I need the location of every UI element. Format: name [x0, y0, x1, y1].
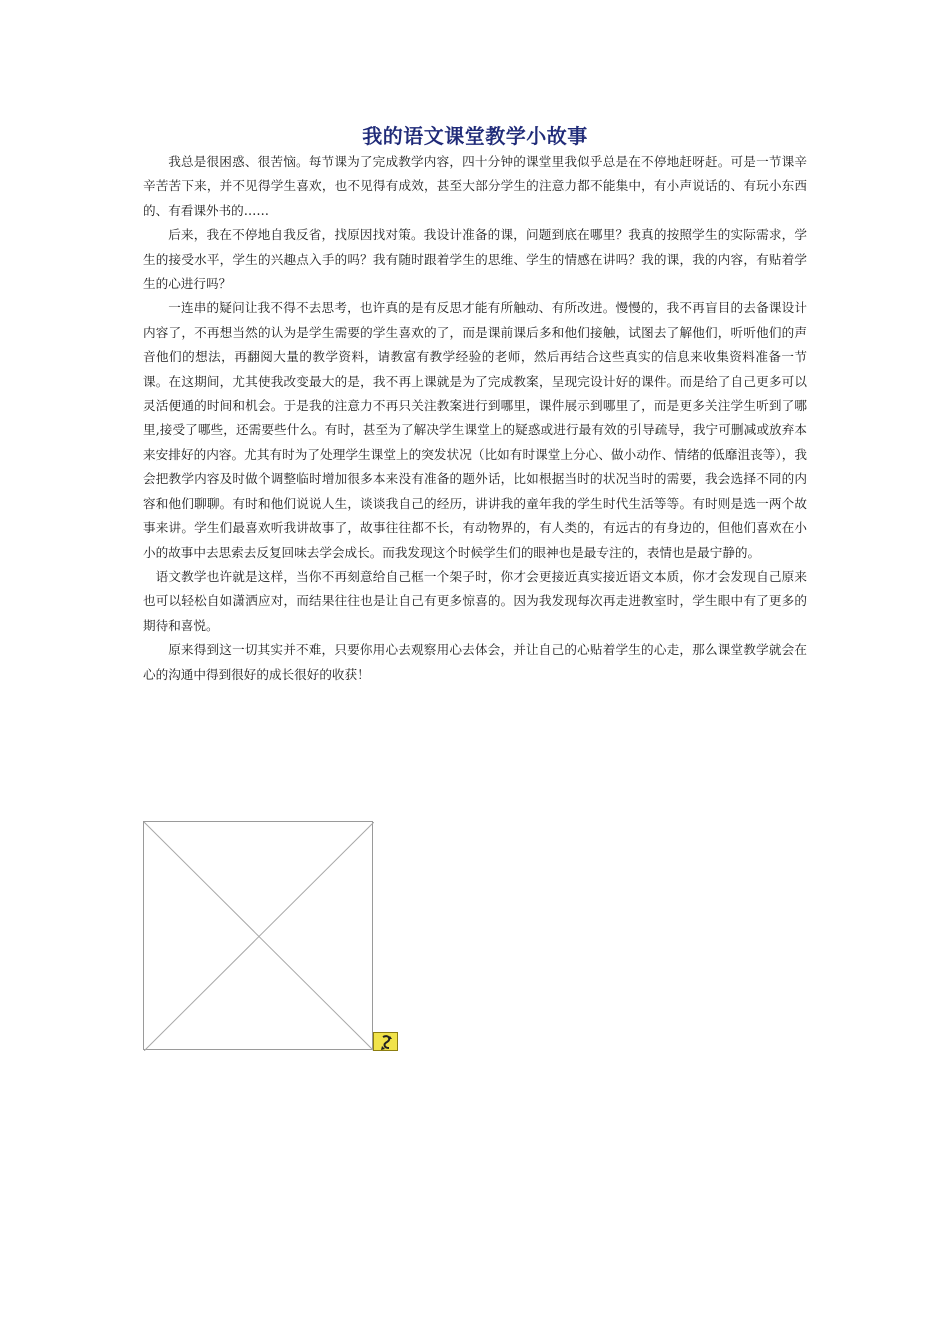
paragraph-3: 一连串的疑问让我不得不去思考，也许真的是有反思才能有所触动、有所改进。慢慢的，我不再盲目的去备课设计内容了，不再想当然的认为是学生需要的学生喜欢的了，而是课前课后多和他们接触，试图去了解他们，听听他们的声音他们的想法，再翻阅大量的教学资料，请教富有教学经验的老师，然后再结合这些真实的信息来收集资料准备一节课。在这期间，尤其使我改变最大的是，我不再上课就是为了完成教案，呈现完设计好的课件。而是给了自己更多可以灵活便通的时间和机会。于是我的注意力不再只关注教案进行到哪里，课件展示到哪里了，而是更多关注学生听到了哪里,接受了哪些，还需要些什么。有时，甚至为了解决学生课堂上的疑惑或进行最有效的引导疏导，我宁可删减或放弃本来安排好的内容。尤其有时为了处理学生课堂上的突发状况（比如有时课堂上分心、做小动作、情绪的低靡沮丧等），我会把教学内容及时做个调整临时增加很多本来没有准备的题外话，比如根据当时的状况当时的需要，我会选择不同的内容和他们聊聊。有时和他们说说人生，谈谈我自己的经历，讲讲我的童年我的学生时代生活等等。有时则是选一两个故事来讲。学生们最喜欢听我讲故事了，故事往往都不长，有动物界的，有人类的，有远古的有身边的，但他们喜欢在小小的故事中去思索去反复回味去学会成长。而我发现这个时候学生们的眼神也是最专注的，表情也是最宁静的。: [143, 300, 807, 560]
document-title: 我的语文课堂教学小故事: [362, 124, 588, 148]
placeholder-cross: [144, 822, 374, 1051]
paragraph-5: 原来得到这一切其实并不难，只要你用心去观察用心去体会，并让自己的心贴着学生的心走，那么课堂教学就会在心的沟通中得到很好的成长很好的收获！: [143, 642, 807, 682]
paragraph-1: 我总是很困惑、很苦恼。每节课为了完成教学内容，四十分钟的课堂里我似乎总是在不停地赶呀赶。可是一节课辛辛苦苦下来，并不见得学生喜欢，也不见得有成效，甚至大部分学生的注意力都不能集中，有小声说话的、有玩小东西的、有看课外书的……: [143, 154, 807, 218]
broken-image-icon: [373, 1032, 398, 1051]
document-body: [143, 150, 807, 687]
image-placeholder: [143, 821, 373, 1050]
paragraph-4: 语文教学也许就是这样，当你不再刻意给自己框一个架子时，你才会更接近真实接近语文本质，你才会发现自己原来也可以轻松自如潇洒应对，而结果往往也是让自己有更多惊喜的。因为我发现每次再走进教室时，学生眼中有了更多的期待和喜悦。: [143, 568, 807, 633]
paragraph-2: 后来，我在不停地自我反省，找原因找对策。我设计准备的课，问题到底在哪里？我真的按照学生的实际需求，学生的接受水平，学生的兴趣点入手的吗？我有随时跟着学生的思维、学生的情感在讲吗？我的课，我的内容，有贴着学生的心进行吗？: [143, 227, 807, 292]
